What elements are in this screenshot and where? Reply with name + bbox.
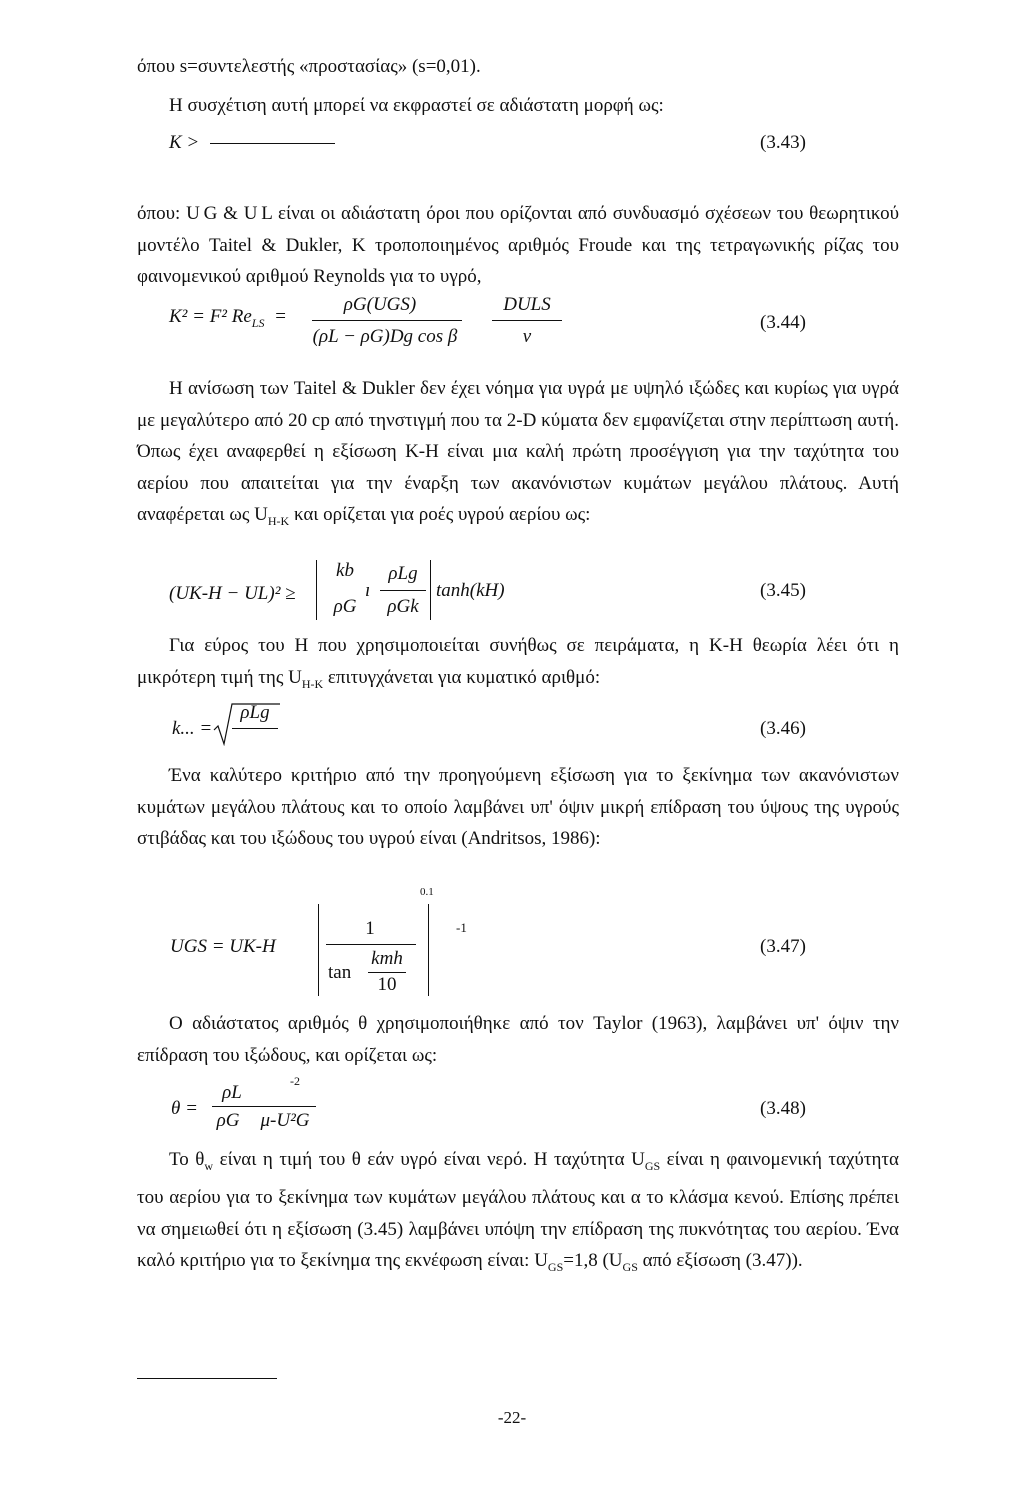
paragraph-2: [137, 373, 899, 537]
fraction-numerator-2: ρLg: [388, 563, 418, 584]
equals-sign: =: [275, 306, 286, 327]
equation-subscript: LS: [251, 315, 265, 330]
paragraph-5: Ο αδιάστατος αριθμός θ χρησιμοποιήθηκε από τον Taylor (1963), λαμβάνει υπ' όψιν την επίδραση του ιξώδους, και ορίζεται ως:: [137, 1013, 899, 1066]
fraction-denominator-2: ν: [522, 326, 532, 347]
bracket-left: [318, 904, 319, 996]
paragraph-6-d: =1,8 (U: [563, 1250, 623, 1272]
inner-fraction-bar: [368, 972, 406, 973]
equation-3-47: UGS = UK-H: [170, 936, 276, 957]
fraction-bar-2: [492, 320, 562, 321]
exponent-minus-one: -1: [456, 920, 467, 935]
text-line-1: όπου s=συντελεστής «προστασίας» (s=0,01).: [137, 56, 481, 77]
paragraph-6-c: είναι η φαινομενική ταχύτητα του αερίου για το ξεκίνημα των κυμάτων μεγάλου πλάτους και α το κλάσμα κενού. Επίσης πρέπει να σημειωθεί ότι η εξίσωση (3.45) λαμβάνει υπόψη την επίδραση της πυκνότητας του αερίου. Ένα καλό κριτήριο για το ξεκίνημα της εκνέφωση είναι: U: [137, 1149, 899, 1272]
equation-number-3-48: (3.48): [760, 1098, 806, 1119]
fraction-bar: [232, 728, 278, 729]
subscript: H-K: [301, 676, 324, 691]
paragraph-4: Ένα καλύτερο κριτήριο από την προηγούμενη εξίσωση για το ξεκίνημα των ακανόνιστων κυμάτων μεγάλου πλάτους και το οποίο λαμβάνει υπ' όψιν μικρή επίδραση του ύψους της υγρούς στιβάδας και του ιξώδους του υγρού είναι (Andritsos, 1986):: [137, 765, 899, 849]
paragraph-2-end: και ορίζεται για ροές υγρού αερίου ως:: [289, 504, 591, 525]
paragraph-1: όπου: U G & U L είναι οι αδιάστατη όροι που ορίζονται από συνδυασμό σχέσεων του θεωρητικού μοντέλο Taitel & Dukler, K τροποποιημένος αριθμός Froude και της τετραγωνικής ρίζας του φαινομενικού αριθμού Reynolds για το υγρό,: [137, 203, 899, 287]
equation-3-48: θ =: [171, 1098, 198, 1119]
footer-rule: [137, 1378, 277, 1379]
paragraph-6-e: από εξίσωση (3.47)).: [637, 1250, 803, 1272]
fraction-denominator-2: ρGk: [387, 596, 419, 617]
equation-lhs: (UK-H − UL)² ≥: [169, 583, 296, 604]
equation-number-3-44: (3.44): [760, 312, 806, 333]
subscript: H-K: [267, 513, 290, 528]
subscript: w: [204, 1158, 214, 1173]
paragraph-2-text: Η ανίσωση των Taitel & Dukler δεν έχει νόημα για υγρά με υψηλό ιξώδες και κυρίως για υγρά με μεγαλύτερο από 20 cp από τηνστιγμή που τα 2-D κύματα δεν εμφανίζεται στην περίπτωση αυτή. Όπως έχει αναφερθεί η εξίσωση Κ-Η είναι μια καλή πρώτη προσέγγιση για την ταχύτητα του αερίου που απαιτείται για την έναρξη των ακανόνιστων κυμάτων μεγάλου πλάτους. Αυτή αναφέρεται ως U: [137, 378, 899, 525]
paragraph-6: [137, 1144, 899, 1284]
paragraph-3: [137, 630, 899, 700]
equation-number-3-43: (3.43): [760, 132, 806, 153]
tanh-term: tanh(kH): [436, 580, 505, 601]
equation-lhs: K >: [169, 132, 200, 153]
inner-numerator: kmh: [371, 948, 403, 969]
exponent: -2: [290, 1074, 300, 1088]
paragraph-3-text: Για εύρος του Η που χρησιμοποιείται συνήθως σε πειράματα, η Κ-Η θεωρία λέει ότι η μικρότερη τιμή της U: [137, 635, 899, 688]
fraction-denominator: (ρL − ρG)Dg cos β: [312, 326, 458, 347]
fraction-bar: [210, 143, 335, 144]
fraction-denominator: ρG: [333, 596, 357, 617]
fraction-bar: [212, 1106, 316, 1107]
equation-3-46: k... =: [172, 718, 213, 739]
paragraph-3-end: επιτυγχάνεται για κυματικό αριθμό:: [323, 666, 601, 688]
separator: ı: [365, 580, 371, 601]
equation-number-3-47: (3.47): [760, 936, 806, 957]
equation-lhs: K² = F² Re: [169, 306, 252, 327]
fraction-bar: [312, 320, 462, 321]
equation-number-3-45: (3.45): [760, 580, 806, 601]
subscript: GS: [547, 1260, 564, 1275]
equation-3-44: [169, 306, 286, 331]
equation-3-43: [169, 132, 199, 154]
exponent: 0.1: [420, 886, 434, 898]
equation-3-45: [169, 583, 296, 605]
subscript: GS: [644, 1158, 661, 1173]
bracket-right: [428, 904, 429, 996]
text-line-2: Η συσχέτιση αυτή μπορεί να εκφραστεί σε αδιάστατη μορφή ως:: [169, 95, 664, 116]
page-number: -22-: [497, 1408, 527, 1427]
fraction-numerator: ρG(UGS): [343, 294, 417, 315]
inner-denominator: 10: [377, 974, 397, 995]
equation-number-3-46: (3.46): [760, 718, 806, 739]
bracket-right: [430, 560, 431, 620]
fraction-numerator: ρL: [222, 1082, 242, 1103]
radicand: ρLg: [240, 702, 270, 723]
fraction-denominator-2: μ-U²G: [260, 1110, 310, 1131]
fraction-bar-2: [380, 590, 426, 591]
bracket-left: [316, 560, 317, 620]
fraction-numerator-2: DULS: [503, 294, 551, 315]
paragraph-6-a: Το θ: [169, 1149, 205, 1170]
subscript: GS: [622, 1260, 638, 1275]
fraction-denominator: ρG: [216, 1110, 240, 1131]
tan-function: tan: [328, 962, 352, 983]
fraction-numerator: 1: [365, 918, 375, 939]
fraction-numerator: kb: [336, 560, 354, 581]
paragraph-6-b: είναι η τιμή του θ εάν υγρό είναι νερό. Η ταχύτητα U: [213, 1149, 645, 1170]
fraction-bar: [326, 944, 416, 945]
